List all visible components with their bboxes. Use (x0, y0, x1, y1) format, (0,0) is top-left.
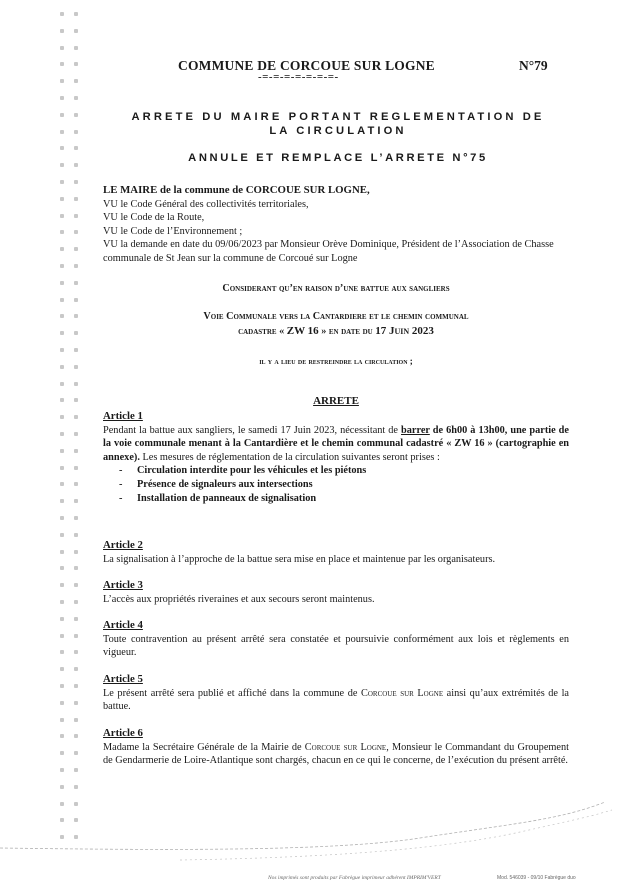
article-5 (103, 673, 569, 714)
main-heading-line1: ARRETE DU MAIRE PORTANT REGLEMENTATION DE (131, 111, 545, 123)
list-item: - Installation de panneaux de signalisation (121, 492, 569, 506)
binder-hole (74, 197, 78, 201)
binder-hole (60, 734, 64, 738)
binder-hole (74, 79, 78, 83)
binder-hole (60, 432, 64, 436)
binder-hole (74, 146, 78, 150)
binder-hole (74, 449, 78, 453)
binder-hole (74, 600, 78, 604)
article-title: Article 4 (103, 619, 143, 631)
article-3 (103, 579, 569, 606)
decorative-dashed-curve (0, 790, 621, 870)
binder-hole (60, 785, 64, 789)
binder-hole (74, 264, 78, 268)
binder-hole (74, 365, 78, 369)
binder-hole (74, 230, 78, 234)
article-title: Article 2 (103, 539, 143, 551)
binder-hole (60, 701, 64, 705)
binder-hole (74, 382, 78, 386)
binder-hole (74, 667, 78, 671)
vu-line: VU le Code de l’Environnement ; (103, 225, 243, 237)
binder-hole (74, 214, 78, 218)
binder-hole (60, 348, 64, 352)
binder-hole (74, 550, 78, 554)
binder-hole (60, 29, 64, 33)
arrete-title: ARRETE (313, 395, 359, 407)
binder-hole (60, 96, 64, 100)
binder-hole (74, 415, 78, 419)
binder-hole (60, 667, 64, 671)
binder-hole (74, 298, 78, 302)
preamble (103, 184, 569, 266)
binder-hole (60, 314, 64, 318)
binder-hole (60, 113, 64, 117)
article-4 (103, 619, 569, 660)
binder-hole (74, 566, 78, 570)
binder-hole (60, 751, 64, 755)
binder-hole (60, 197, 64, 201)
binder-hole (74, 617, 78, 621)
binder-hole (60, 264, 64, 268)
binder-hole (74, 583, 78, 587)
binder-hole (74, 113, 78, 117)
binder-hole (60, 180, 64, 184)
binder-hole (74, 432, 78, 436)
article-2 (103, 539, 569, 566)
binder-hole (74, 650, 78, 654)
binder-hole (60, 768, 64, 772)
binder-hole (74, 46, 78, 50)
binder-hole (60, 214, 64, 218)
binder-hole (74, 247, 78, 251)
binder-hole (74, 482, 78, 486)
binder-hole (60, 684, 64, 688)
vu-line: VU la demande en date du 09/06/2023 par Monsieur Orève Dominique, Président de l’Association de Chasse communale de St Jean sur la commune de Corcoué sur Logne (103, 239, 554, 264)
binder-hole (74, 29, 78, 33)
binder-hole (60, 163, 64, 167)
article-text: L’accès aux propriétés riveraines et aux secours seront maintenus. (103, 593, 375, 605)
binder-hole (74, 62, 78, 66)
binder-hole (60, 449, 64, 453)
binder-hole (60, 46, 64, 50)
main-heading-line2: LA CIRCULATION (269, 125, 407, 137)
binder-hole (60, 62, 64, 66)
binder-hole (60, 247, 64, 251)
binder-hole (74, 96, 78, 100)
binder-hole (60, 482, 64, 486)
model-reference: Mod. 546039 - 09/10 Fabrègue duo (497, 875, 576, 881)
binder-hole (60, 583, 64, 587)
binder-hole (60, 516, 64, 520)
binder-hole (74, 499, 78, 503)
binder-hole (60, 466, 64, 470)
commune-title: COMMUNE DE CORCOUE SUR LOGNE (178, 58, 435, 73)
binder-hole (74, 684, 78, 688)
binder-hole (74, 734, 78, 738)
voie-heading (103, 310, 569, 339)
article-text: La signalisation à l’approche de la battue sera mise en place et maintenue par les organisateurs. (103, 553, 496, 565)
binder-hole (74, 634, 78, 638)
binder-hole (60, 415, 64, 419)
binder-hole (60, 130, 64, 134)
subtitle: ANNULE ET REMPLACE L’ARRETE N°75 (188, 152, 488, 164)
binder-hole (60, 617, 64, 621)
binder-hole (60, 146, 64, 150)
binder-hole (74, 281, 78, 285)
article-title: Article 6 (103, 727, 143, 739)
binder-hole (60, 650, 64, 654)
binder-hole (60, 566, 64, 570)
binder-hole (74, 751, 78, 755)
binder-hole (60, 230, 64, 234)
binder-hole (74, 12, 78, 16)
binder-hole (74, 701, 78, 705)
binder-hole (60, 382, 64, 386)
printer-footer: Nos imprimés sont produits par Fabrègue imprimeur adhérent IMPRIM'VERT (268, 875, 441, 881)
voie-line2: cadastre « ZW 16 » en date du 17 Juin 2023 (238, 325, 434, 337)
maire-line: LE MAIRE de la commune de CORCOUE SUR LOGNE, (103, 184, 370, 196)
article-text: Madame la Secrétaire Générale de la Mairie de Corcoue sur Logne, Monsieur le Commandant du Groupement de Gendarmerie de Loire-Atlantique sont chargés, chacun en ce qui le concerne, de l’exécution du présent arrêté. (103, 741, 569, 767)
binder-hole (60, 499, 64, 503)
binder-hole (74, 163, 78, 167)
binder-hole (74, 348, 78, 352)
binder-hole (60, 281, 64, 285)
article-text: Le présent arrêté sera publié et affiché dans la commune de Corcoue sur Logne ainsi qu’aux extrémités de la battue. (103, 687, 569, 713)
binder-hole (74, 314, 78, 318)
binder-hole (60, 550, 64, 554)
vu-line: VU le Code Général des collectivités territoriales, (103, 198, 309, 210)
binder-hole (60, 634, 64, 638)
binder-hole (74, 718, 78, 722)
binder-hole (60, 718, 64, 722)
binder-hole (74, 785, 78, 789)
binder-holes (60, 12, 82, 852)
measures-list (103, 464, 569, 505)
binder-hole (74, 130, 78, 134)
binder-hole (60, 79, 64, 83)
lieu-line: il y a lieu de restreindre la circulation ; (259, 356, 413, 366)
article-title: Article 5 (103, 673, 143, 685)
list-item: - Circulation interdite pour les véhicules et les piétons (121, 464, 569, 478)
arrete-number: N°79 (519, 58, 548, 73)
binder-hole (74, 331, 78, 335)
article-1 (103, 410, 569, 505)
binder-hole (60, 398, 64, 402)
considerant: Considerant qu’en raison d’une battue aux sangliers (222, 283, 450, 294)
article-text: Toute contravention au présent arrêté sera constatée et poursuivie conformément aux lois et règlements en vigueur. (103, 633, 569, 659)
voie-line1: Voie Communale vers la Cantardiere et le chemin communal (203, 311, 469, 322)
binder-hole (74, 466, 78, 470)
vu-line: VU le Code de la Route, (103, 212, 205, 224)
binder-hole (74, 398, 78, 402)
article-title: Article 1 (103, 410, 143, 422)
article-title: Article 3 (103, 579, 143, 591)
binder-hole (60, 365, 64, 369)
binder-hole (60, 12, 64, 16)
binder-hole (60, 331, 64, 335)
list-item: - Présence de signaleurs aux intersections (121, 478, 569, 492)
binder-hole (74, 180, 78, 184)
binder-hole (74, 516, 78, 520)
binder-hole (74, 533, 78, 537)
main-heading (100, 110, 576, 138)
article-6 (103, 727, 569, 768)
binder-hole (60, 298, 64, 302)
binder-hole (74, 768, 78, 772)
binder-hole (60, 600, 64, 604)
binder-hole (60, 533, 64, 537)
article-text: Pendant la battue aux sangliers, le samedi 17 Juin 2023, nécessitant de barrer de 6h00 à 13h00, une partie de la voie communale menant à la Cantardière et le chemin communal cadastré « ZW 16 » (cartographie en annexe). Les mesures de réglementation de la circulation suivantes seront prises : (103, 424, 569, 463)
title-decoration: -=-=-=-=-=-=-=- (258, 71, 339, 83)
